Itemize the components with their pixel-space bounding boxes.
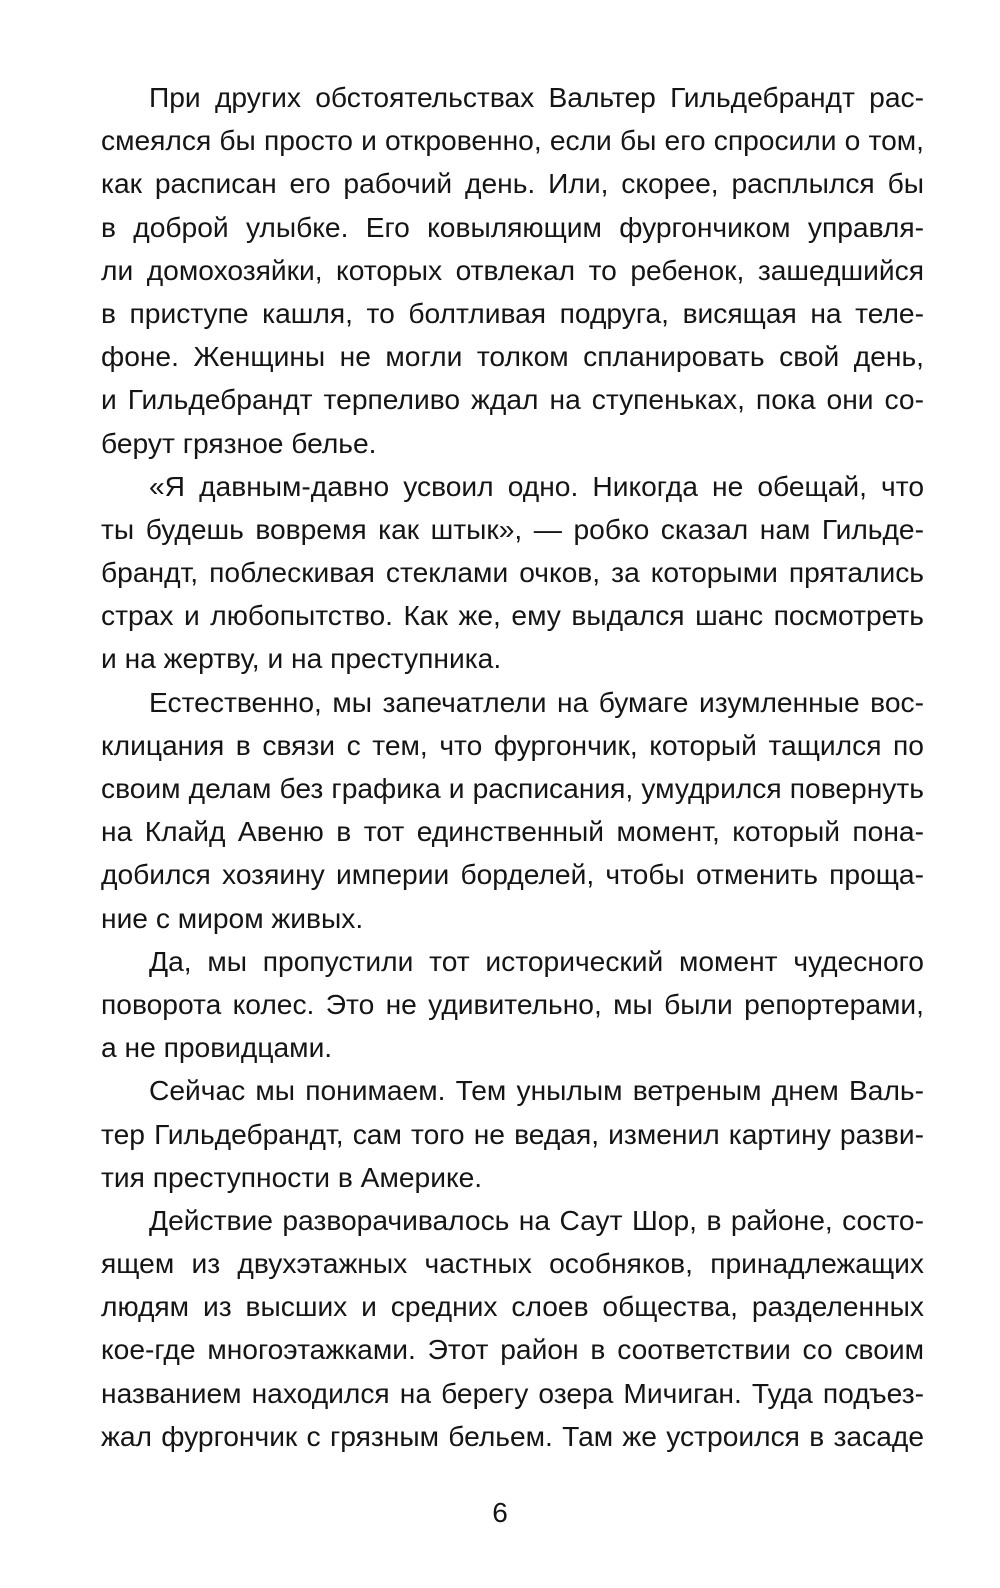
text-line: тер Гильдебрандт, сам того не ведая, изменил картину разви- [101, 1117, 924, 1150]
text-line: как расписан его рабочий день. Или, скорее, расплылся бы [101, 167, 924, 200]
text-line: смеялся бы просто и откровенно, если бы его спросили о том, [101, 124, 924, 157]
text-line: тия преступности в Америке. [101, 1160, 483, 1193]
text-line: в приступе кашля, то болтливая подруга, висящая на теле- [101, 296, 924, 329]
text-line: фоне. Женщины не могли толком спланировать свой день, [101, 340, 924, 373]
paragraph-5 [101, 1069, 924, 1199]
text-line: Действие разворачивалось на Саут Шор, в районе, состо- [149, 1203, 924, 1236]
text-line: и Гильдебрандт терпеливо ждал на ступеньках, пока они со- [101, 383, 924, 416]
text-line: поворота колес. Это не удивительно, мы были репортерами, [101, 987, 924, 1020]
paragraph-3 [101, 681, 924, 940]
text-line: клицания в связи с тем, что фургончик, который тащился по [101, 728, 924, 761]
text-line: и на жертву, и на преступника. [101, 642, 502, 675]
text-line: жал фургончик с грязным бельем. Там же устроился в засаде [101, 1419, 924, 1452]
text-line: ящем из двухэтажных частных особняков, принадлежащих [101, 1247, 924, 1280]
text-line: ты будешь вовремя как штык», — робко сказал нам Гильде- [101, 512, 924, 545]
text-line: «Я давным-давно усвоил одно. Никогда не обещай, что [149, 469, 924, 502]
page-body [101, 76, 924, 1458]
page-number: 6 [492, 1497, 508, 1528]
text-line: кое-где многоэтажками. Этот район в соответствии со своим [101, 1333, 924, 1366]
paragraph-6 [101, 1199, 924, 1458]
text-line: При других обстоятельствах Вальтер Гильдебрандт рас- [149, 81, 924, 113]
text-line: Сейчас мы понимаем. Тем унылым ветреным днем Валь- [149, 1074, 924, 1107]
text-line: добился хозяину империи борделей, чтобы отменить проща- [101, 858, 924, 891]
text-line: в доброй улыбке. Его ковыляющим фургончиком управля- [101, 210, 924, 243]
text-line: Естественно, мы запечатлели на бумаге изумленные вос- [149, 685, 924, 718]
paragraph-2 [101, 465, 924, 681]
text-line: брандт, поблескивая стеклами очков, за которыми прятались [101, 556, 924, 589]
text-line: людям из высших и средних слоев общества, разделенных [101, 1290, 924, 1323]
text-line: страх и любопытство. Как же, ему выдался шанс посмотреть [101, 599, 924, 632]
text-line: ли домохозяйки, которых отвлекал то ребенок, зашедшийся [101, 253, 924, 286]
text-line: а не провидцами. [101, 1031, 333, 1064]
paragraph-1 [101, 76, 924, 465]
text-line: ние с миром живых. [101, 901, 364, 934]
text-line: на Клайд Авеню в тот единственный момент, который пона- [101, 815, 924, 848]
text-line: Да, мы пропустили тот исторический момент чудесного [149, 944, 924, 977]
text-line: названием находился на берегу озера Мичиган. Туда подъез- [101, 1376, 924, 1409]
text-line: берут грязное белье. [101, 426, 377, 459]
paragraph-4 [101, 940, 924, 1070]
text-line: своим делам без графика и расписания, умудрился повернуть [101, 772, 924, 804]
